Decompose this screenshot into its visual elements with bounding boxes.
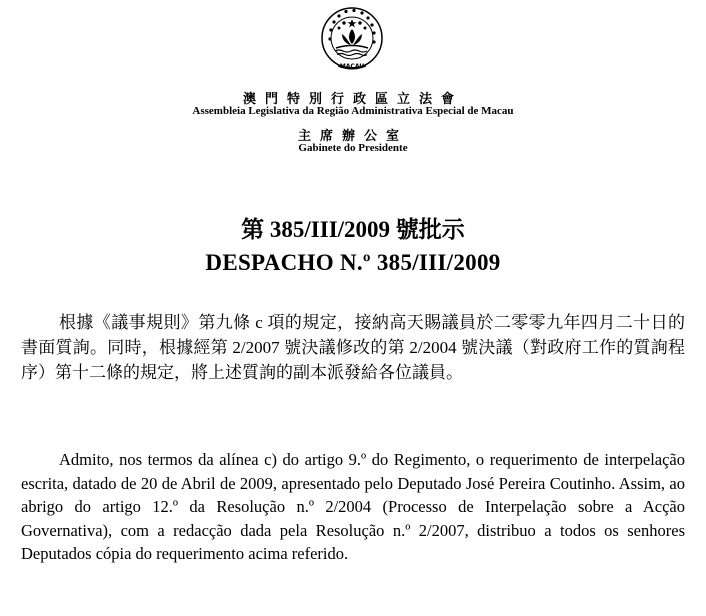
paragraph-zh: 根據《議事規則》第九條 c 項的規定，接納高天賜議員於二零零九年四月二十日的書面質詢。同時，根據經第 2/2007 號決議修改的第 2/2004 號決議（對政府工作的質詢程序）第十二條的規定，將上述質詢的副本派發給各位議員。 bbox=[21, 313, 685, 382]
office-name-zh: 主席辦公室 bbox=[297, 128, 408, 143]
svg-text:MACAU: MACAU bbox=[339, 63, 365, 70]
assembly-name-pt: Assembleia Legislativa da Região Administrativa Especial de Macau bbox=[192, 105, 514, 117]
office-name-pt: Gabinete do Presidente bbox=[298, 142, 408, 154]
paragraph-pt: Admito, nos termos da alínea c) do artigo 9.º do Regimento, o requerimento de interpelação escrita, datado de 20 de Abril de 2009, apresentado pelo Deputado José Pereira Coutinho. Assim, ao abrigo do artigo 12.º da Resolução n.º 2/2004 (Processo de Interpelação sobre a Acção Governativa), com a redacção dada pela Resolução n.º 2/2007, distribuo a todos os senhores Deputados cópia do requerimento acima referido. bbox=[21, 450, 685, 563]
macau-emblem bbox=[320, 6, 384, 78]
assembly-name-zh: 澳門特別行政區立法會 bbox=[242, 91, 463, 106]
dispatch-title-zh: 第 385/III/2009 號批示 bbox=[241, 217, 465, 242]
dispatch-title-pt: DESPACHO N.º 385/III/2009 bbox=[205, 250, 501, 275]
